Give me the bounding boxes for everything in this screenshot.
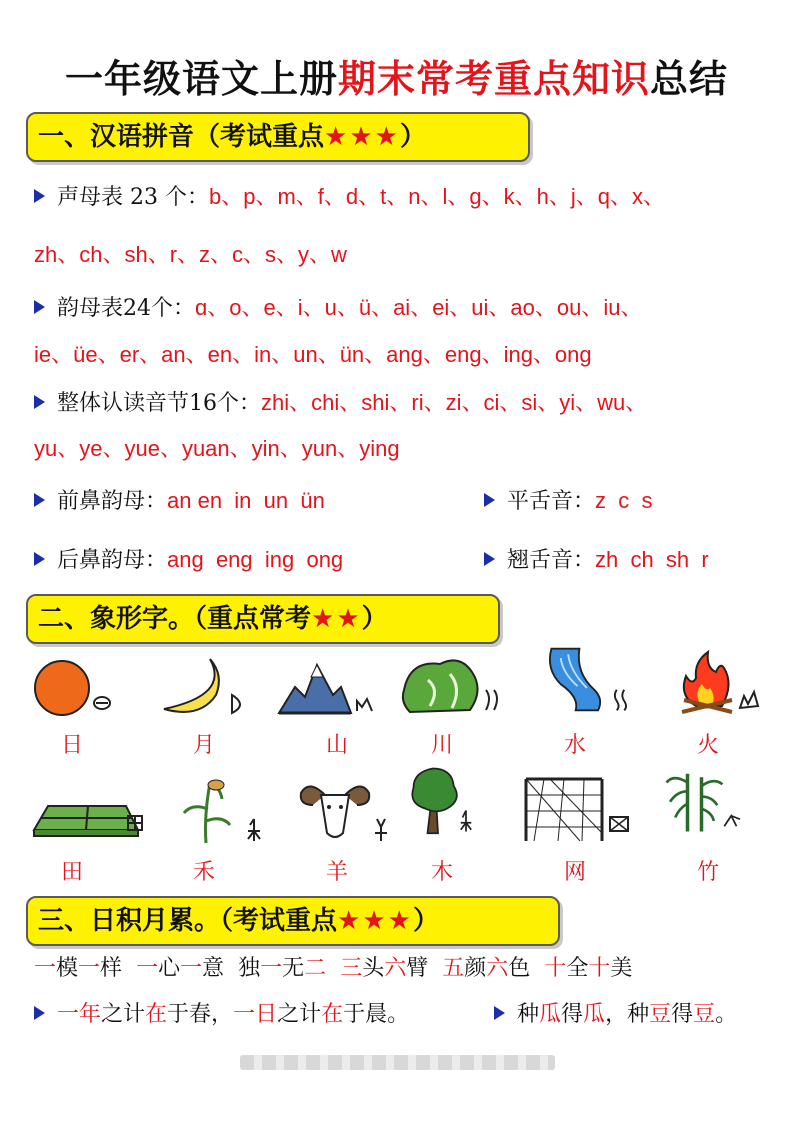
proverb-part: 于春， [167,1002,234,1027]
pingshe-label: 平舌音： [507,489,596,514]
mountain-picture-icon [275,655,375,725]
yunmu-label: 韵母表24个： [57,296,195,321]
star-rating: ★★★ [324,122,400,152]
page-title [0,48,793,103]
idiom-char: 六 [384,956,407,981]
title-part-3: 总结 [650,57,729,101]
bullet-triangle-icon [34,395,45,409]
proverb-part: 于晨。 [343,1002,410,1027]
proverb-part: 之计 [101,1002,146,1027]
proverb-part: 在 [145,1002,168,1027]
section-pinyin-header [26,112,530,162]
pictograph-char: 田 [60,860,83,885]
bullet-triangle-icon [484,493,495,507]
bullet-triangle-icon [34,552,45,566]
idiom-char: 样 [100,956,123,981]
pictograph-char: 网 [563,860,586,885]
idiom-char: 颜 [464,956,487,981]
section-end: ） [399,122,426,152]
star-rating: ★★ [311,604,362,634]
houbi-values: ang eng ing ong [167,547,344,572]
section-end: ） [412,906,439,936]
idiom-char: 模 [56,956,79,981]
qianbi-label: 前鼻韵母： [57,489,168,514]
pictograph-char: 水 [563,733,586,758]
pictograph-char: 禾 [192,860,215,885]
idiom-char: 一 [180,956,203,981]
yunmu-values: ɑ、o、e、i、u、ü、ai、ei、ui、ao、ou、iu、 [195,295,643,320]
bullet-triangle-icon [34,1006,45,1020]
section-label: 一、汉语拼音（考试重点 [38,122,325,152]
water-picture-icon [535,645,635,715]
zhengti-values: zhi、chi、shi、ri、zi、ci、si、yi、wu、 [261,390,648,415]
proverb-part: ，种 [605,1002,650,1027]
proverb-part: 得 [671,1002,694,1027]
section-accumulation-header [26,896,560,946]
net-picture-icon [520,775,635,845]
idiom-line [34,954,632,984]
star-rating: ★★★ [337,906,413,936]
pictograph-char: 火 [696,733,719,758]
idiom-char: 无 [282,956,305,981]
bullet-triangle-icon [494,1006,505,1020]
proverb-part: 。 [715,1002,738,1027]
qiaoshe-values: zh ch sh r [595,547,709,572]
pingshe-values: z c s [595,488,653,513]
proverb-part: 之计 [277,1002,322,1027]
proverb-line [34,1000,409,1030]
proverb-part: 一日 [233,1002,278,1027]
proverb-line-2 [494,1000,737,1030]
proverb-part: 种 [517,1002,540,1027]
grain-picture-icon [170,775,270,845]
qianbi-values: an en in un ün [167,488,325,513]
pictograph-char: 羊 [325,860,348,885]
yunmu-line-2 [34,340,592,371]
fire-picture-icon [670,648,770,718]
river-picture-icon [400,650,500,720]
shengmu-values-2: zh、ch、sh、r、z、c、s、y、w [34,242,347,267]
field-picture-icon [30,780,150,850]
qiaoshe-label: 翘舌音： [507,548,596,573]
section-end: ） [361,604,388,634]
idiom-char: 三 [340,956,363,981]
shengmu-values: b、p、m、f、d、t、n、l、g、k、h、j、q、x、 [208,184,665,209]
idiom-char: 一 [260,956,283,981]
pingshe-line [484,486,652,517]
idiom-char: 五 [442,956,465,981]
bamboo-picture-icon [655,765,755,835]
idiom-char: 臂 [406,956,429,981]
zhengti-values-2: yu、ye、yue、yuan、yin、yun、ying [34,436,400,461]
sun-picture-icon [30,655,130,725]
proverb-part: 豆 [649,1002,672,1027]
bullet-triangle-icon [34,493,45,507]
shengmu-line [34,182,665,213]
title-part-1: 一年级语文上册 [64,57,338,101]
idiom-char: 一 [136,956,159,981]
idiom-char: 全 [566,956,589,981]
zhengti-line-2 [34,434,400,465]
qiaoshe-line [484,545,709,576]
pictograph-char: 竹 [696,860,719,885]
pictograph-char: 山 [325,733,348,758]
blurred-watermark [240,1055,555,1070]
idiom-char: 一 [34,956,57,981]
pictograph-char: 月 [192,733,215,758]
idiom-char: 美 [610,956,633,981]
section-label: 二、象形字。（重点常考 [38,604,312,634]
qianbi-line [34,486,325,517]
proverb-part: 瓜 [583,1002,606,1027]
pictograph-char: 日 [60,733,83,758]
bullet-triangle-icon [34,189,45,203]
zhengti-line [34,388,647,419]
yunmu-line [34,293,643,324]
tree-picture-icon [395,765,495,835]
idiom-char: 意 [202,956,225,981]
title-part-2: 期末常考重点知识 [337,57,650,101]
moon-picture-icon [160,655,260,725]
idiom-char: 色 [508,956,531,981]
proverb-part: 一年 [57,1002,102,1027]
idiom-char: 六 [486,956,509,981]
idiom-char: 独 [238,956,261,981]
proverb-part: 得 [561,1002,584,1027]
shengmu-line-2 [34,240,347,271]
proverb-part: 在 [321,1002,344,1027]
bullet-triangle-icon [34,300,45,314]
pictograph-char: 川 [430,733,453,758]
idiom-char: 二 [304,956,327,981]
section-pictograph-header [26,594,500,644]
idiom-char: 十 [544,956,567,981]
section-label: 三、日积月累。（考试重点 [38,906,338,936]
idiom-char: 头 [362,956,385,981]
zhengti-label: 整体认读音节16个： [57,391,261,416]
proverb-part: 瓜 [539,1002,562,1027]
idiom-char: 心 [158,956,181,981]
proverb-part: 豆 [693,1002,716,1027]
pictograph-char: 木 [430,860,453,885]
idiom-char: 十 [588,956,611,981]
bullet-triangle-icon [484,552,495,566]
yunmu-values-2: ie、üe、er、an、en、in、un、ün、ang、eng、ing、ong [34,342,592,367]
shengmu-label: 声母表 23 个： [57,185,209,210]
idiom-char: 一 [78,956,101,981]
houbi-line [34,545,343,576]
sheep-picture-icon [295,775,395,845]
houbi-label: 后鼻韵母： [57,548,168,573]
